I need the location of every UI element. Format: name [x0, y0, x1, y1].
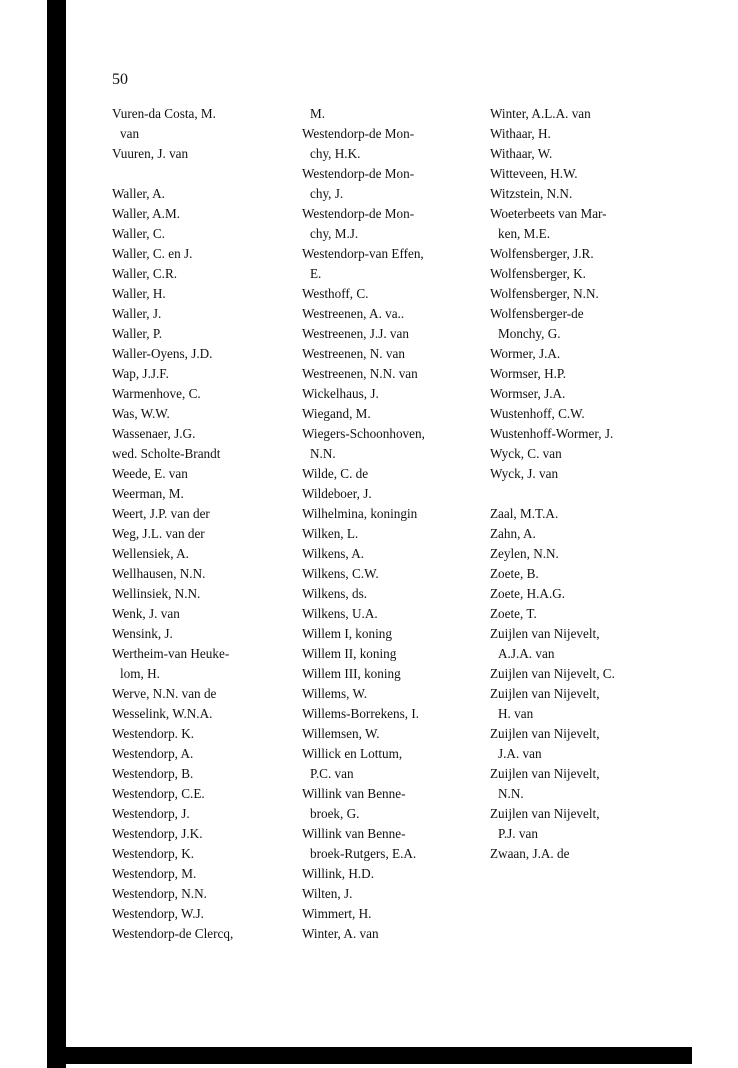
index-entry: Westendorp. K. [112, 726, 195, 741]
index-entry: Waller, C. en J. [112, 246, 193, 261]
index-entry: Warmenhove, C. [112, 386, 201, 401]
index-entry: Wolfensberger-de [490, 306, 584, 321]
index-entry: Werve, N.N. van de [112, 686, 217, 701]
scan-edge-left [47, 0, 66, 1068]
index-entry: Wellensiek, A. [112, 546, 189, 561]
index-entry: Zahn, A. [490, 526, 536, 541]
index-entry: Wormser, H.P. [490, 366, 567, 381]
index-entry: Wolfensberger, J.R. [490, 246, 594, 261]
index-entry-continuation: broek-Rutgers, E.A. [310, 846, 417, 861]
index-entry: Westendorp, J.K. [112, 826, 203, 841]
index-entry: Westreenen, J.J. van [302, 326, 409, 341]
index-entry: Wertheim-van Heuke- [112, 646, 230, 661]
index-entry: wed. Scholte-Brandt [112, 446, 221, 461]
index-entry: Willem III, koning [302, 666, 401, 681]
index-entry-continuation: N.N. [498, 786, 524, 801]
index-entry: Zuijlen van Nijevelt, C. [490, 666, 615, 681]
index-entry: Wolfensberger, K. [490, 266, 586, 281]
index-entry: Woeterbeets van Mar- [490, 206, 607, 221]
index-entry: Zuijlen van Nijevelt, [490, 686, 600, 701]
index-entry: Westendorp-van Effen, [302, 246, 424, 261]
index-entry-continuation: chy, J. [310, 186, 344, 201]
index-entry-continuation: chy, M.J. [310, 226, 359, 241]
index-entry-continuation: P.C. van [310, 766, 354, 781]
index-entry: Willems-Borrekens, I. [302, 706, 420, 721]
index-entry: Westreenen, N. van [302, 346, 405, 361]
index-spacer [490, 484, 690, 504]
index-entry: Westendorp, B. [112, 766, 194, 781]
index-entry: Westendorp, N.N. [112, 886, 207, 901]
index-entry: Was, W.W. [112, 406, 170, 421]
index-entry: Withaar, W. [490, 146, 553, 161]
index-entry: Weert, J.P. van der [112, 506, 210, 521]
index-entry: Wensink, J. [112, 626, 173, 641]
index-entry: Wilkens, U.A. [302, 606, 378, 621]
index-entry: Wickelhaus, J. [302, 386, 379, 401]
index-entry-continuation: M. [310, 106, 326, 121]
index-entry: Withaar, H. [490, 126, 551, 141]
index-spacer [112, 164, 292, 184]
index-entry: Zaal, M.T.A. [490, 506, 559, 521]
index-column-1 [112, 104, 292, 944]
index-entry: Weerman, M. [112, 486, 184, 501]
index-entry-continuation: N.N. [310, 446, 336, 461]
index-entry: Wellinsiek, N.N. [112, 586, 201, 601]
index-entry: Willink van Benne- [302, 826, 406, 841]
index-entry: Willemsen, W. [302, 726, 380, 741]
index-entry-continuation: A.J.A. van [498, 646, 555, 661]
index-entry-continuation: E. [310, 266, 322, 281]
index-entry-continuation: ken, M.E. [498, 226, 551, 241]
index-entry: Westendorp-de Clercq, [112, 926, 234, 941]
index-entry-continuation: J.A. van [498, 746, 542, 761]
index-entry: Westendorp, W.J. [112, 906, 204, 921]
index-entry: Wildeboer, J. [302, 486, 372, 501]
index-entry: Waller, J. [112, 306, 162, 321]
index-entry: Westendorp, A. [112, 746, 194, 761]
index-entry: Willem II, koning [302, 646, 397, 661]
index-entry: Wilten, J. [302, 886, 353, 901]
index-entry: Waller, A.M. [112, 206, 180, 221]
index-column-3 [490, 104, 690, 864]
index-entry: Zoete, T. [490, 606, 537, 621]
index-entry: Westendorp, M. [112, 866, 197, 881]
index-entry: Wilhelmina, koningin [302, 506, 418, 521]
index-entry: Wolfensberger, N.N. [490, 286, 599, 301]
index-entry: Wenk, J. van [112, 606, 180, 621]
index-entry-continuation: Monchy, G. [498, 326, 561, 341]
index-entry: Wustenhoff-Wormer, J. [490, 426, 614, 441]
index-entry: Willick en Lottum, [302, 746, 403, 761]
index-entry-continuation: lom, H. [120, 666, 160, 681]
index-entry: Wilkens, ds. [302, 586, 368, 601]
index-entry: Wormer, J.A. [490, 346, 561, 361]
index-entry: Zoete, H.A.G. [490, 586, 566, 601]
index-entry: Wilkens, A. [302, 546, 365, 561]
index-entry: Westendorp, K. [112, 846, 195, 861]
index-entry-continuation: P.J. van [498, 826, 538, 841]
index-entry: Wormser, J.A. [490, 386, 566, 401]
index-entry: Zuijlen van Nijevelt, [490, 766, 600, 781]
index-entry: Westreenen, A. va.. [302, 306, 405, 321]
index-entry: Waller, P. [112, 326, 163, 341]
index-entry: Wap, J.J.F. [112, 366, 169, 381]
index-entry: Westendorp-de Mon- [302, 206, 415, 221]
index-entry: Zuijlen van Nijevelt, [490, 726, 600, 741]
index-entry: Zwaan, J.A. de [490, 846, 570, 861]
index-entry: Willems, W. [302, 686, 368, 701]
index-entry: Wustenhoff, C.W. [490, 406, 585, 421]
index-entry: Willink, H.D. [302, 866, 374, 881]
index-entry: Wellhausen, N.N. [112, 566, 206, 581]
index-entry: Weede, E. van [112, 466, 188, 481]
index-entry: Zoete, B. [490, 566, 539, 581]
index-entry: Westreenen, N.N. van [302, 366, 418, 381]
page-number: 50 [112, 71, 128, 88]
index-entry: Westendorp-de Mon- [302, 166, 415, 181]
index-entry: Wassenaer, J.G. [112, 426, 196, 441]
index-entry-continuation: chy, H.K. [310, 146, 361, 161]
index-entry: Waller, H. [112, 286, 166, 301]
index-entry: Westendorp-de Mon- [302, 126, 415, 141]
index-entry: Vuren-da Costa, M. [112, 106, 216, 121]
index-entry: Waller, A. [112, 186, 165, 201]
index-entry: Zeylen, N.N. [490, 546, 559, 561]
index-entry: Wyck, J. van [490, 466, 559, 481]
index-entry: Weg, J.L. van der [112, 526, 205, 541]
index-entry: Wilken, L. [302, 526, 359, 541]
index-entry: Wiegand, M. [302, 406, 371, 421]
scan-edge-bottom [47, 1047, 692, 1064]
index-entry-continuation: H. van [498, 706, 534, 721]
index-entry-continuation: van [120, 126, 140, 141]
index-entry: Wimmert, H. [302, 906, 372, 921]
index-entry: Wilde, C. de [302, 466, 369, 481]
index-entry: Westhoff, C. [302, 286, 369, 301]
index-entry: Waller, C.R. [112, 266, 178, 281]
index-entry: Wilkens, C.W. [302, 566, 379, 581]
index-column-2 [302, 104, 482, 944]
index-entry: Zuijlen van Nijevelt, [490, 806, 600, 821]
index-entry: Willink van Benne- [302, 786, 406, 801]
index-entry: Witteveen, H.W. [490, 166, 578, 181]
index-entry: Witzstein, N.N. [490, 186, 573, 201]
index-entry: Vuuren, J. van [112, 146, 189, 161]
index-entry: Winter, A. van [302, 926, 379, 941]
index-entry: Willem I, koning [302, 626, 392, 641]
index-entry: Waller, C. [112, 226, 165, 241]
index-entry: Zuijlen van Nijevelt, [490, 626, 600, 641]
index-entry: Westendorp, J. [112, 806, 190, 821]
index-entry: Waller-Oyens, J.D. [112, 346, 213, 361]
index-entry: Winter, A.L.A. van [490, 106, 591, 121]
index-entry-continuation: broek, G. [310, 806, 360, 821]
index-entry: Wyck, C. van [490, 446, 562, 461]
index-entry: Westendorp, C.E. [112, 786, 205, 801]
index-entry: Wesselink, W.N.A. [112, 706, 213, 721]
index-entry: Wiegers-Schoonhoven, [302, 426, 425, 441]
